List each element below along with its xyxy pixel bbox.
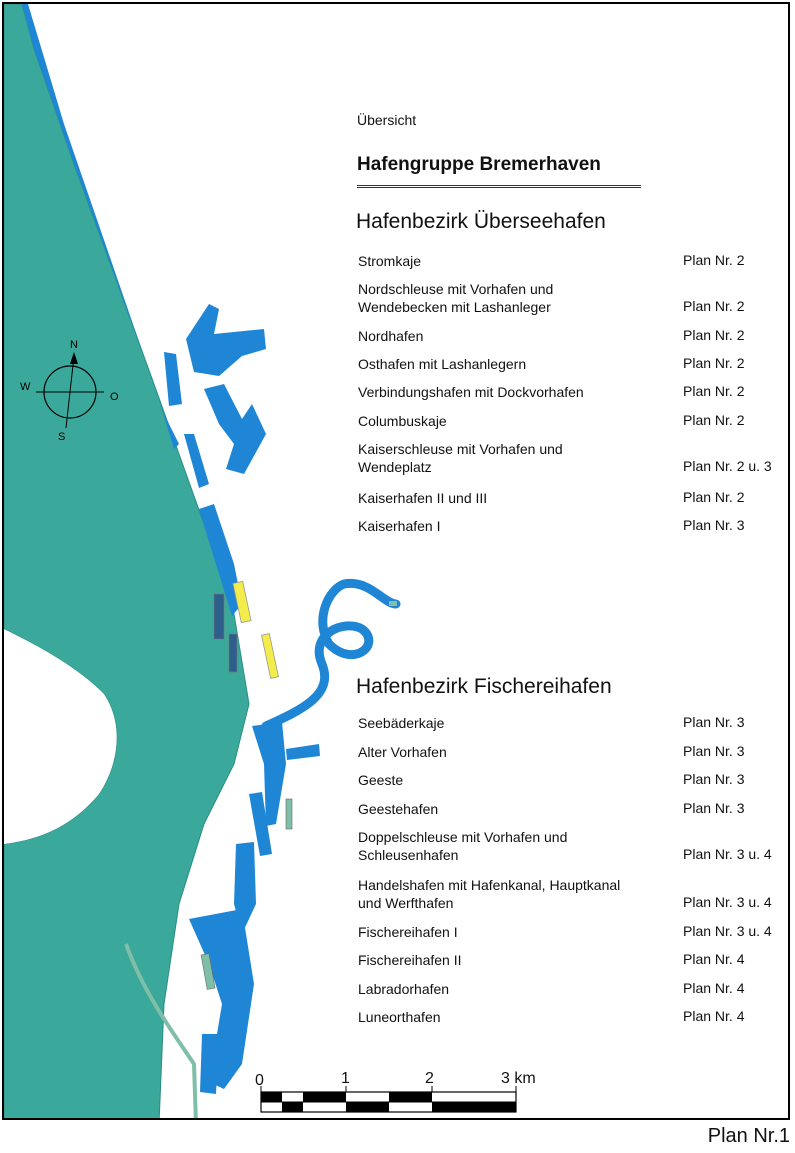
plan-reference: Plan Nr. 3 u. 4 [683, 894, 772, 910]
dark-basin-1 [214, 594, 224, 639]
plan-reference: Plan Nr. 2 u. 3 [683, 458, 772, 474]
harbor-name-line: Verbindungshafen mit Dockvorhafen [358, 384, 584, 400]
scale-tick-1: 1 [341, 1070, 350, 1087]
plan-reference: Plan Nr. 2 [683, 489, 745, 505]
section-title: Hafenbezirk Fischereihafen [356, 675, 612, 698]
harbor-name [358, 412, 447, 430]
plan-reference: Plan Nr. 4 [683, 951, 745, 967]
harbor-name-line: Nordhafen [358, 328, 424, 344]
scale-tick-2: 2 [425, 1070, 434, 1087]
harbor-name [358, 980, 449, 998]
harbor-name [358, 828, 567, 864]
dark-basin-2 [229, 634, 237, 672]
harbor-name-line: Handelshafen mit Hafenkanal, Hauptkanal [358, 877, 621, 893]
harbor-name-line: Schleusenhafen [358, 847, 459, 863]
plan-reference: Plan Nr. 3 u. 4 [683, 923, 772, 939]
group-title: Hafengruppe Bremerhaven [357, 154, 601, 175]
plan-reference: Plan Nr. 2 [683, 327, 745, 343]
harbor-name-line: Labradorhafen [358, 981, 450, 997]
plan-reference: Plan Nr. 2 [683, 252, 745, 268]
plan-reference: Plan Nr. 4 [683, 1008, 745, 1024]
harbor-name [358, 517, 441, 535]
harbor-name [358, 800, 438, 818]
plan-reference: Plan Nr. 2 [683, 412, 745, 428]
compass-east: O [110, 391, 119, 403]
plan-reference: Plan Nr. 2 [683, 355, 745, 371]
harbor-name [358, 440, 563, 476]
plan-reference: Plan Nr. 2 [683, 298, 745, 314]
harbor-name-line: Osthafen mit Lashanlegern [358, 356, 527, 372]
harbor-name-line: Kaiserhafen I [358, 518, 441, 534]
harbor-name-line: und Werfthafen [358, 895, 454, 911]
compass-south: S [58, 431, 66, 443]
harbor-name [358, 383, 584, 401]
harbor-name [358, 923, 458, 941]
plan-reference: Plan Nr. 3 [683, 743, 745, 759]
plan-reference: Plan Nr. 3 u. 4 [683, 846, 772, 862]
scale-bar [261, 1086, 516, 1112]
harbor-name-line: Wendeplatz [358, 459, 432, 475]
harbor-name-line: Alter Vorhafen [358, 744, 447, 760]
harbor-name-line: Columbuskaje [358, 413, 447, 429]
plan-reference: Plan Nr. 3 [683, 800, 745, 816]
yellow-basin-2 [262, 634, 279, 679]
scale-tick-0: 0 [255, 1072, 264, 1089]
harbor-name-line: Stromkaje [358, 253, 422, 269]
plan-reference: Plan Nr. 3 [683, 771, 745, 787]
harbor-name-line: Doppelschleuse mit Vorhafen und [358, 829, 568, 845]
harbor-name [358, 743, 447, 761]
scale-tick-3km: 3 km [501, 1070, 536, 1087]
plan-reference: Plan Nr. 2 [683, 383, 745, 399]
plan-reference: Plan Nr. 4 [683, 980, 745, 996]
harbor-name-line: Luneorthafen [358, 1009, 441, 1025]
harbor-name [358, 280, 553, 316]
harbor-name-line: Kaiserhafen II und III [358, 490, 488, 506]
harbor-name-line: Seebäderkaje [358, 715, 445, 731]
harbor-name-line: Fischereihafen I [358, 924, 458, 940]
harbor-name [358, 327, 423, 345]
group-title-rule [357, 185, 641, 188]
harbor-name-line: Nordschleuse mit Vorhafen und [358, 281, 554, 297]
harbor-name [358, 252, 421, 270]
harbor-name-line: Fischereihafen II [358, 952, 462, 968]
compass-west: W [20, 381, 31, 393]
map-frame [2, 2, 790, 1120]
plan-number-label: Plan Nr.1 [707, 1125, 790, 1147]
harbor-name-line: Geestehafen [358, 801, 439, 817]
harbor-name [358, 714, 444, 732]
harbor-name [358, 951, 462, 969]
overview-label: Übersicht [357, 112, 417, 128]
geeste-river [266, 583, 396, 726]
plan-reference: Plan Nr. 3 [683, 517, 745, 533]
harbor-name [358, 489, 487, 507]
harbor-name-line: Kaiserschleuse mit Vorhafen und [358, 441, 563, 457]
harbor-name-line: Wendebecken mit Lashanleger [358, 299, 551, 315]
harbor-name [358, 355, 526, 373]
harbor-name [358, 876, 620, 912]
section-title: Hafenbezirk Überseehafen [356, 210, 606, 233]
compass-north: N [70, 339, 78, 351]
harbor-name-line: Geeste [358, 772, 404, 788]
plan-reference: Plan Nr. 3 [683, 714, 745, 730]
harbor-name [358, 1008, 441, 1026]
harbor-name [358, 771, 403, 789]
